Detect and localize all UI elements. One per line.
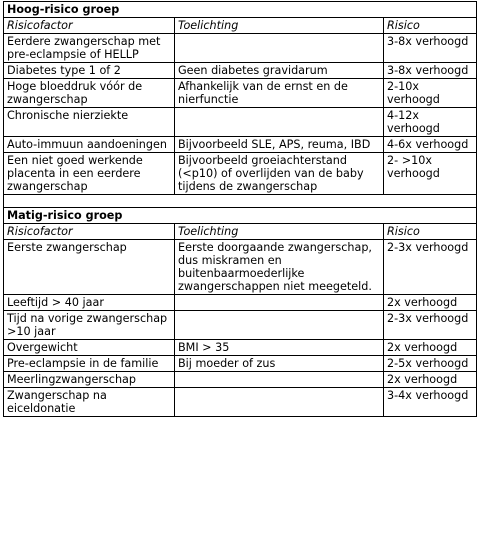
- explanation-cell: BMI > 35: [175, 340, 384, 356]
- explanation-cell: Bijvoorbeeld SLE, APS, reuma, IBD: [175, 137, 384, 153]
- table-row: [4, 240, 477, 295]
- section-spacer: [4, 195, 477, 208]
- explanation-cell: Bijvoorbeeld groeiachterstand (<p10) of overlijden van de baby tijdens de zwangerschap: [175, 153, 384, 195]
- table-row: [4, 63, 477, 79]
- explanation-cell: [175, 372, 384, 388]
- table-row: [4, 108, 477, 137]
- column-header-toelichting: Toelichting: [175, 18, 384, 34]
- section-title-row: [4, 208, 477, 224]
- risk-value-cell: 2x verhoogd: [384, 372, 477, 388]
- risk-value-cell: 3-8x verhoogd: [384, 34, 477, 63]
- section-title: Hoog-risico groep: [4, 2, 477, 18]
- risk-factor-cell: Overgewicht: [4, 340, 175, 356]
- risk-value-cell: 2-3x verhoogd: [384, 240, 477, 295]
- risk-value-cell: 4-12x verhoogd: [384, 108, 477, 137]
- risk-factor-cell: Diabetes type 1 of 2: [4, 63, 175, 79]
- risk-factor-cell: Een niet goed werkende placenta in een eerdere zwangerschap: [4, 153, 175, 195]
- risk-factor-cell: Leeftijd > 40 jaar: [4, 295, 175, 311]
- table-row: [4, 137, 477, 153]
- table-row: [4, 356, 477, 372]
- section-title: Matig-risico groep: [4, 208, 477, 224]
- table-row: [4, 340, 477, 356]
- explanation-cell: [175, 388, 384, 417]
- table-row: [4, 295, 477, 311]
- risk-factor-cell: Hoge bloeddruk vóór de zwangerschap: [4, 79, 175, 108]
- risk-value-cell: 2x verhoogd: [384, 340, 477, 356]
- risk-factor-cell: Tijd na vorige zwangerschap >10 jaar: [4, 311, 175, 340]
- column-header-risicofactor: Risicofactor: [4, 224, 175, 240]
- risk-factor-cell: Auto-immuun aandoeningen: [4, 137, 175, 153]
- explanation-cell: [175, 108, 384, 137]
- table-row: [4, 372, 477, 388]
- section-spacer-row: [4, 195, 477, 208]
- explanation-cell: Eerste doorgaande zwangerschap, dus miskramen en buitenbaarmoederlijke zwangerschappen niet meegeteld.: [175, 240, 384, 295]
- explanation-cell: Afhankelijk van de ernst en de nierfunctie: [175, 79, 384, 108]
- risk-value-cell: 2-3x verhoogd: [384, 311, 477, 340]
- risk-value-cell: 3-4x verhoogd: [384, 388, 477, 417]
- table-row: [4, 34, 477, 63]
- risk-value-cell: 2-5x verhoogd: [384, 356, 477, 372]
- risk-value-cell: 2-10x verhoogd: [384, 79, 477, 108]
- column-header-risicofactor: Risicofactor: [4, 18, 175, 34]
- table-row: [4, 79, 477, 108]
- section-title-row: [4, 2, 477, 18]
- risk-factor-cell: Pre-eclampsie in de familie: [4, 356, 175, 372]
- table-row: [4, 153, 477, 195]
- explanation-cell: [175, 34, 384, 63]
- column-header-toelichting: Toelichting: [175, 224, 384, 240]
- risk-value-cell: 2- >10x verhoogd: [384, 153, 477, 195]
- risk-factor-cell: Eerdere zwangerschap met pre-eclampsie of HELLP: [4, 34, 175, 63]
- column-header-risico: Risico: [384, 18, 477, 34]
- explanation-cell: [175, 295, 384, 311]
- risk-factor-cell: Chronische nierziekte: [4, 108, 175, 137]
- column-header-row: [4, 18, 477, 34]
- risk-value-cell: 3-8x verhoogd: [384, 63, 477, 79]
- risk-value-cell: 4-6x verhoogd: [384, 137, 477, 153]
- risk-factor-table: [3, 1, 477, 417]
- column-header-risico: Risico: [384, 224, 477, 240]
- risk-value-cell: 2x verhoogd: [384, 295, 477, 311]
- risk-factor-cell: Zwangerschap na eiceldonatie: [4, 388, 175, 417]
- column-header-row: [4, 224, 477, 240]
- risk-factor-cell: Meerlingzwangerschap: [4, 372, 175, 388]
- risk-factor-cell: Eerste zwangerschap: [4, 240, 175, 295]
- table-row: [4, 311, 477, 340]
- explanation-cell: [175, 311, 384, 340]
- explanation-cell: Geen diabetes gravidarum: [175, 63, 384, 79]
- explanation-cell: Bij moeder of zus: [175, 356, 384, 372]
- table-row: [4, 388, 477, 417]
